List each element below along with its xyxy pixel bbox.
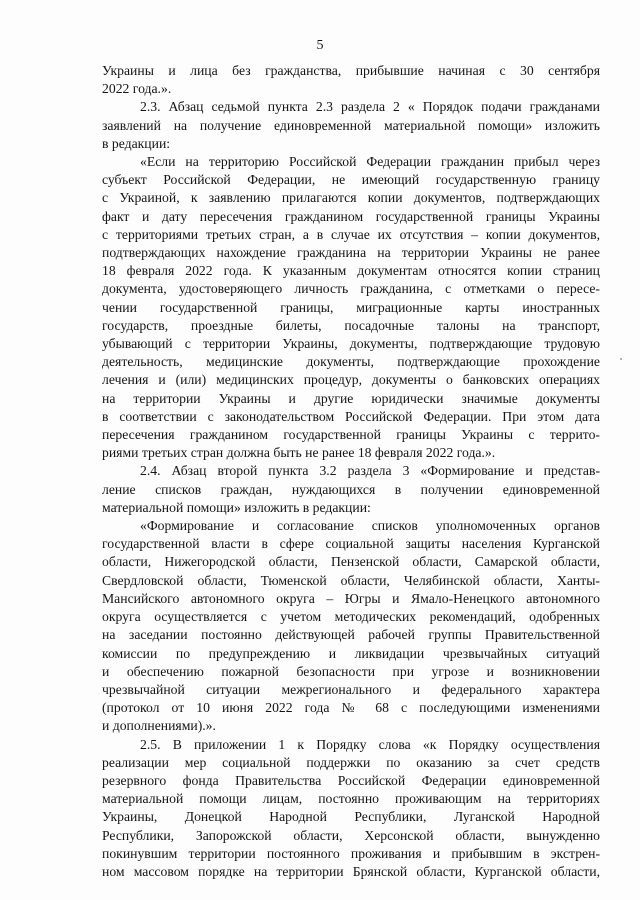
text-line: на заседании постоянно действующей рабочей группы Правительственной [102, 627, 600, 643]
text-line: деятельность, медицинские документы, подтверждающие прохождение [102, 354, 600, 370]
text-line: «Формирование и согласование списков уполномоченных органов [140, 518, 600, 534]
text-line: пересечения гражданином государственной границы Украины с террито- [102, 427, 600, 443]
text-line: 18 февраля 2022 года. К указанным документам относятся копии страниц [102, 263, 600, 279]
text-line: с территориями третьих стран, а в случае их отсутствия – копии документов, [102, 226, 600, 242]
text-line: Свердловской области, Тюменской области, Челябинской области, Ханты- [102, 572, 600, 588]
text-line: чении государственной границы, миграционные карты иностранных [102, 299, 600, 315]
document-body [102, 62, 600, 881]
text-line: риями третьих стран должна быть не ранее 18 февраля 2022 года.». [102, 445, 496, 461]
page-number: 5 [316, 38, 324, 53]
text-line: 2022 года.». [102, 81, 172, 97]
text-line: и обеспечению пожарной безопасности при угрозе и возникновении [102, 663, 600, 679]
text-line: (протокол от 10 июня 2022 года № 68 с последующими изменениями [102, 700, 600, 716]
text-line: документа, удостоверяющего личность гражданина, с отметками о пересе- [102, 281, 600, 297]
text-line: ном массовом порядке на территории Брянской области, Курганской области, [102, 863, 600, 879]
text-line: покинувшим территории постоянного проживания и прибывшим в экстрен- [102, 845, 600, 861]
text-line: на территории Украины и другие юридически значимые документы [102, 390, 600, 406]
text-line: материальной помощи лицам, постоянно проживающим на территориях [102, 791, 600, 807]
text-line: области, Нижегородской области, Пензенской области, Самарской области, [102, 554, 600, 570]
text-line: в редакции: [102, 135, 171, 151]
text-line: реализации мер социальной поддержки по оказанию за счет средств [102, 754, 600, 770]
text-line: факт и дату пересечения гражданином государственной границы Украины [102, 208, 600, 224]
text-line: лечения и (или) медицинских процедур, документы о банковских операциях [102, 372, 600, 388]
text-line: 2.4. Абзац второй пункта 3.2 раздела 3 «Формирование и представ- [140, 463, 600, 479]
text-line: Украины, Донецкой Народной Республики, Луганской Народной [102, 809, 600, 825]
text-line: Украины и лица без гражданства, прибывшие начиная с 30 сентября [102, 63, 600, 78]
text-line: чрезвычайной ситуации межрегионального и федерального характера [102, 681, 600, 697]
text-line: с Украиной, к заявлению прилагаются копии документов, подтверждающих [102, 190, 600, 206]
text-line: убывающий с территории Украины, документы, подтверждающие трудовую [102, 336, 600, 352]
text-line: резервного фонда Правительства Российской Федерации единовременной [102, 772, 600, 788]
text-line: материальной помощи» изложить в редакции: [102, 499, 371, 515]
text-line: заявлений на получение единовременной материальной помощи» изложить [102, 117, 600, 133]
text-line: 2.3. Абзац седьмой пункта 2.3 раздела 2 « Порядок подачи гражданами [140, 99, 600, 115]
text-line: и дополнениями).». [102, 718, 216, 734]
text-line: Республики, Запорожской области, Херсонской области, вынужденно [102, 827, 600, 843]
text-line: государственной власти в сфере социальной защиты населения Курганской [102, 536, 600, 552]
text-line: подтверждающих нахождение гражданина на территории Украины не ранее [102, 245, 600, 261]
text-line: в соответствии с законодательством Российской Федерации. При этом дата [102, 408, 600, 424]
text-line: государств, проездные билеты, посадочные талоны на транспорт, [102, 317, 600, 333]
text-line: комиссии по предупреждению и ликвидации чрезвычайных ситуаций [102, 645, 600, 661]
text-line: субъект Российской Федерации, не имеющий государственную границу [102, 172, 600, 188]
text-line: «Если на территорию Российской Федерации гражданин прибыл через [140, 154, 600, 170]
text-line: округа осуществляется с учетом методических рекомендаций, одобренных [102, 609, 600, 625]
text-line: 2.5. В приложении 1 к Порядку слова «к Порядку осуществления [140, 736, 600, 752]
text-line: Мансийского автономного округа – Югры и Ямало-Ненецкого автономного [102, 590, 600, 606]
text-line: ление списков граждан, нуждающихся в получении единовременной [102, 481, 600, 497]
scan-speck [620, 358, 622, 360]
